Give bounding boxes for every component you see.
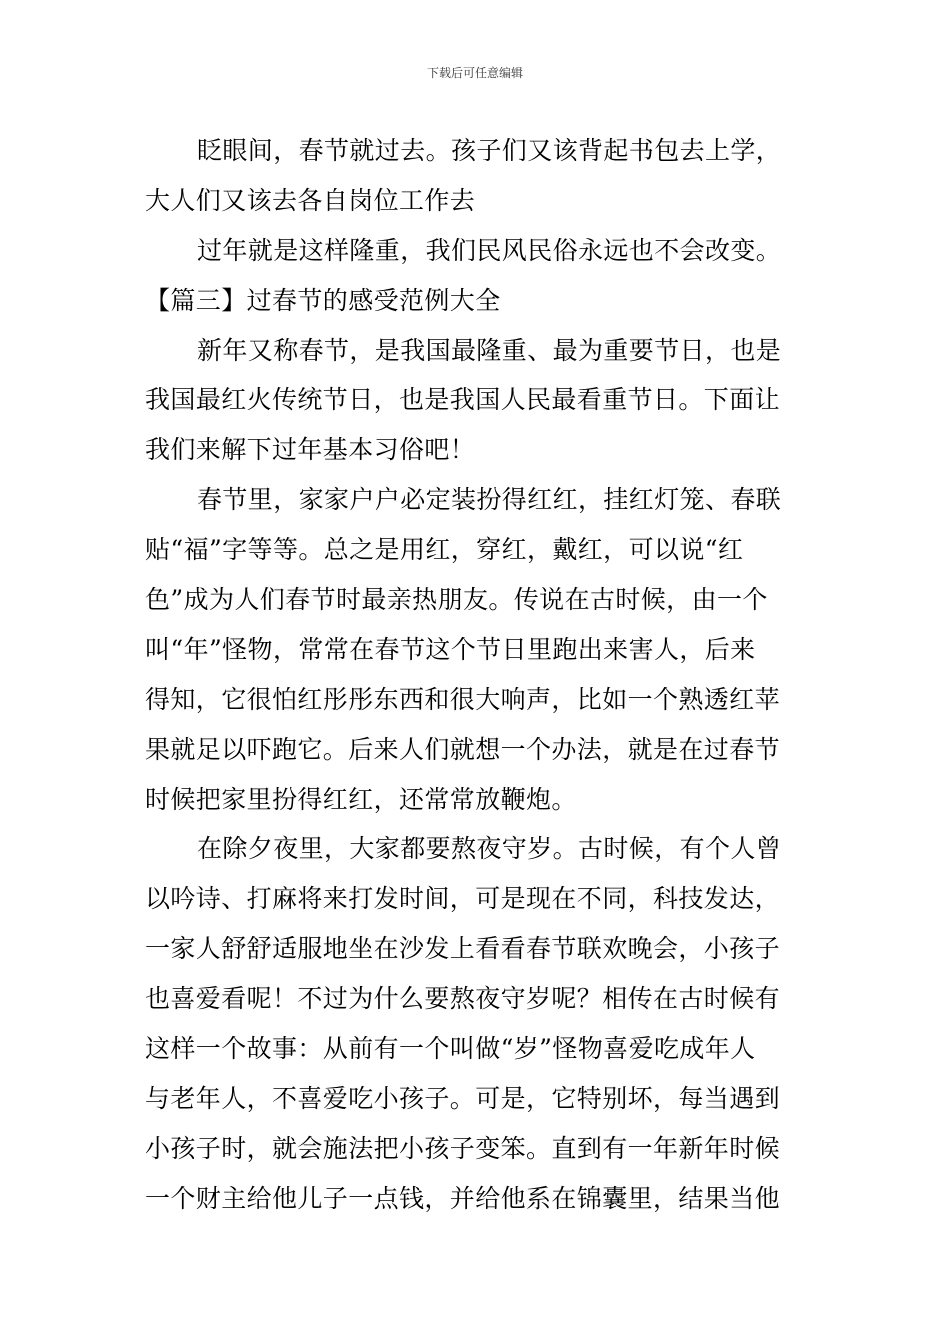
document-body xyxy=(145,126,810,1224)
text-line: 以吟诗、打麻将来打发时间，可是现在不同，科技发达， xyxy=(145,884,781,914)
text-line: 色”成为人们春节时最亲热朋友。传说在古时候，由一个 xyxy=(145,585,768,615)
text-line: 眨眼间，春节就过去。孩子们又该背起书包去上学， xyxy=(197,136,782,165)
text-line: 时候把家里扮得红红，还常常放鞭炮。 xyxy=(145,784,577,814)
text-line: 小孩子时，就会施法把小孩子变笨。直到有一年新年时候 xyxy=(145,1133,781,1163)
text-line: 也喜爱看呢！不过为什么要熬夜守岁呢？相传在古时候有 xyxy=(145,984,781,1014)
text-line: 过年就是这样隆重，我们民风民俗永远也不会改变。 xyxy=(197,235,782,265)
text-line: 这样一个故事：从前有一个叫做“岁”怪物喜爱吃成年人 xyxy=(145,1034,756,1064)
page-header: 下载后可任意编辑 xyxy=(426,66,523,80)
text-line: 果就足以吓跑它。后来人们就想一个办法，就是在过春节 xyxy=(145,734,781,764)
section-heading: 【篇三】过春节的感受范例大全 xyxy=(145,285,501,315)
text-line: 得知，它很怕红彤彤东西和很大响声，比如一个熟透红苹 xyxy=(145,684,781,714)
text-line: 在除夕夜里，大家都要熬夜守岁。古时候，有个人曾 xyxy=(197,834,782,864)
text-line: 新年又称春节，是我国最隆重、最为重要节日，也是 xyxy=(197,335,782,365)
text-line: 大人们又该去各自岗位工作去 xyxy=(145,185,476,215)
text-line: 与老年人，不喜爱吃小孩子。可是，它特别坏，每当遇到 xyxy=(145,1083,781,1113)
text-line: 叫“年”怪物，常常在春节这个节日里跑出来害人，后来 xyxy=(145,634,756,664)
text-line: 贴“福”字等等。总之是用红，穿红，戴红，可以说“红 xyxy=(145,535,744,565)
text-line: 我们来解下过年基本习俗吧！ xyxy=(145,435,476,465)
text-line: 一家人舒舒适服地坐在沙发上看看春节联欢晚会，小孩子 xyxy=(145,934,781,964)
text-line: 我国最红火传统节日，也是我国人民最看重节日。下面让 xyxy=(145,385,781,415)
text-line: 一个财主给他儿子一点钱，并给他系在锦囊里，结果当他 xyxy=(145,1183,781,1213)
text-line: 春节里，家家户户必定装扮得红红，挂红灯笼、春联 xyxy=(197,485,782,515)
